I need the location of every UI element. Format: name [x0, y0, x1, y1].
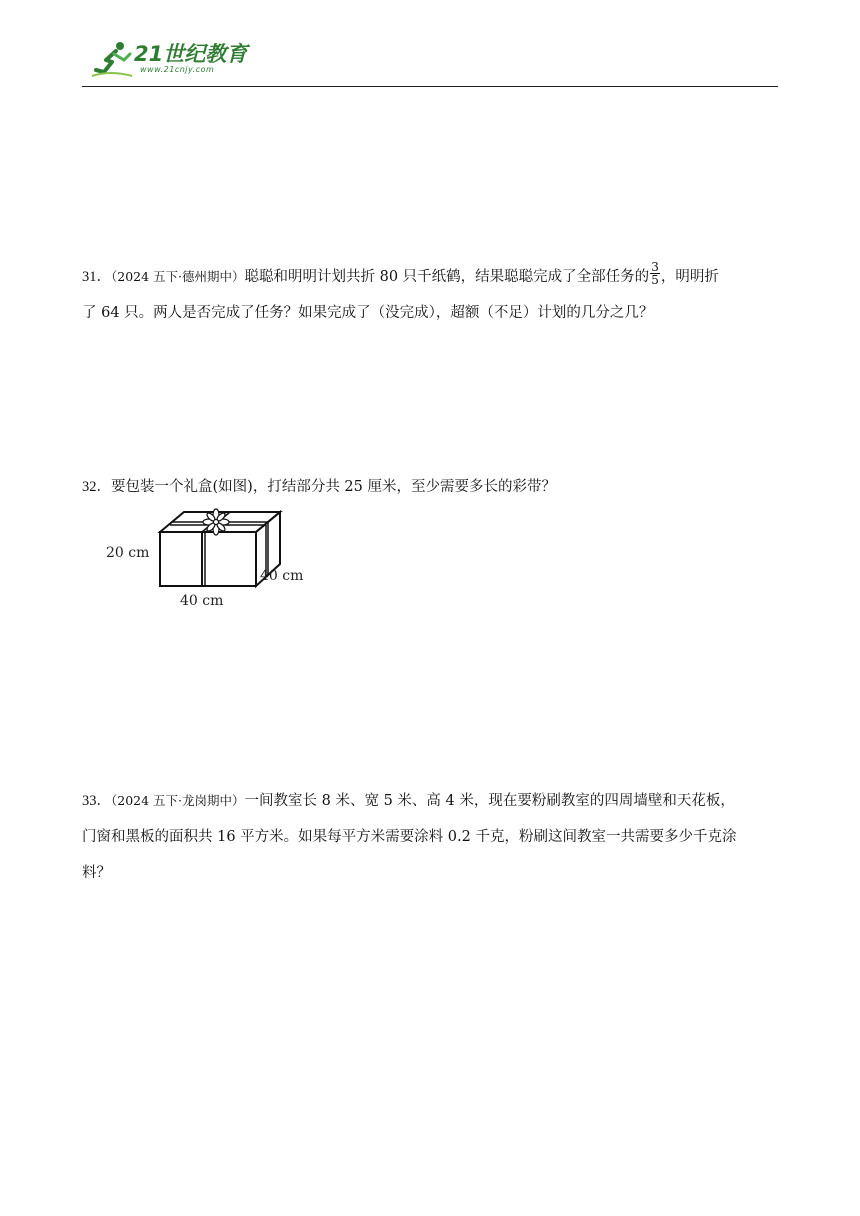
question-text: 一间教室长 8 米、宽 5 米、高 4 米，现在要粉刷教室的四周墙壁和天花板， — [244, 793, 735, 809]
logo-url-text: www.21cnjy.com — [140, 65, 215, 74]
question-33-line-1 — [82, 783, 782, 819]
runner-logo-icon — [90, 40, 134, 80]
question-31 — [82, 259, 782, 331]
fraction-numerator: 3 — [651, 259, 659, 274]
fraction-denominator: 5 — [651, 272, 659, 287]
question-text: ，明明折 — [660, 269, 719, 285]
question-33-line-3: 料？ — [82, 865, 111, 881]
page-header — [82, 34, 778, 87]
question-33 — [82, 783, 782, 891]
height-label: 20 cm — [106, 545, 150, 561]
question-32 — [82, 469, 782, 505]
question-source: （2024 五下·龙岗期中） — [111, 793, 245, 808]
question-number: 31． — [82, 269, 111, 285]
gift-box-figure — [104, 506, 316, 612]
question-text: 要包装一个礼盒(如图)，打结部分共 25 厘米，至少需要多长的彩带？ — [111, 479, 556, 495]
question-number: 33． — [82, 793, 111, 809]
site-logo — [90, 38, 290, 82]
width-label: 40 cm — [180, 593, 224, 609]
question-number: 32． — [82, 479, 111, 495]
question-31-line-1 — [82, 259, 782, 295]
question-33-line-2: 门窗和黑板的面积共 16 平方米。如果每平方米需要涂料 0.2 千克，粉刷这间教室一共需要多少千克涂 — [82, 829, 737, 845]
question-source: （2024 五下·德州期中） — [111, 269, 245, 284]
fraction — [650, 261, 660, 286]
depth-label: 40 cm — [260, 568, 304, 584]
question-text: 聪聪和明明计划共折 80 只千纸鹤，结果聪聪完成了全部任务的 — [244, 269, 650, 285]
question-31-line-2: 了 64 只。两人是否完成了任务？如果完成了（没完成），超额（不足）计划的几分之几？ — [82, 305, 654, 321]
logo-brand-text: 21世纪教育 — [134, 42, 248, 66]
